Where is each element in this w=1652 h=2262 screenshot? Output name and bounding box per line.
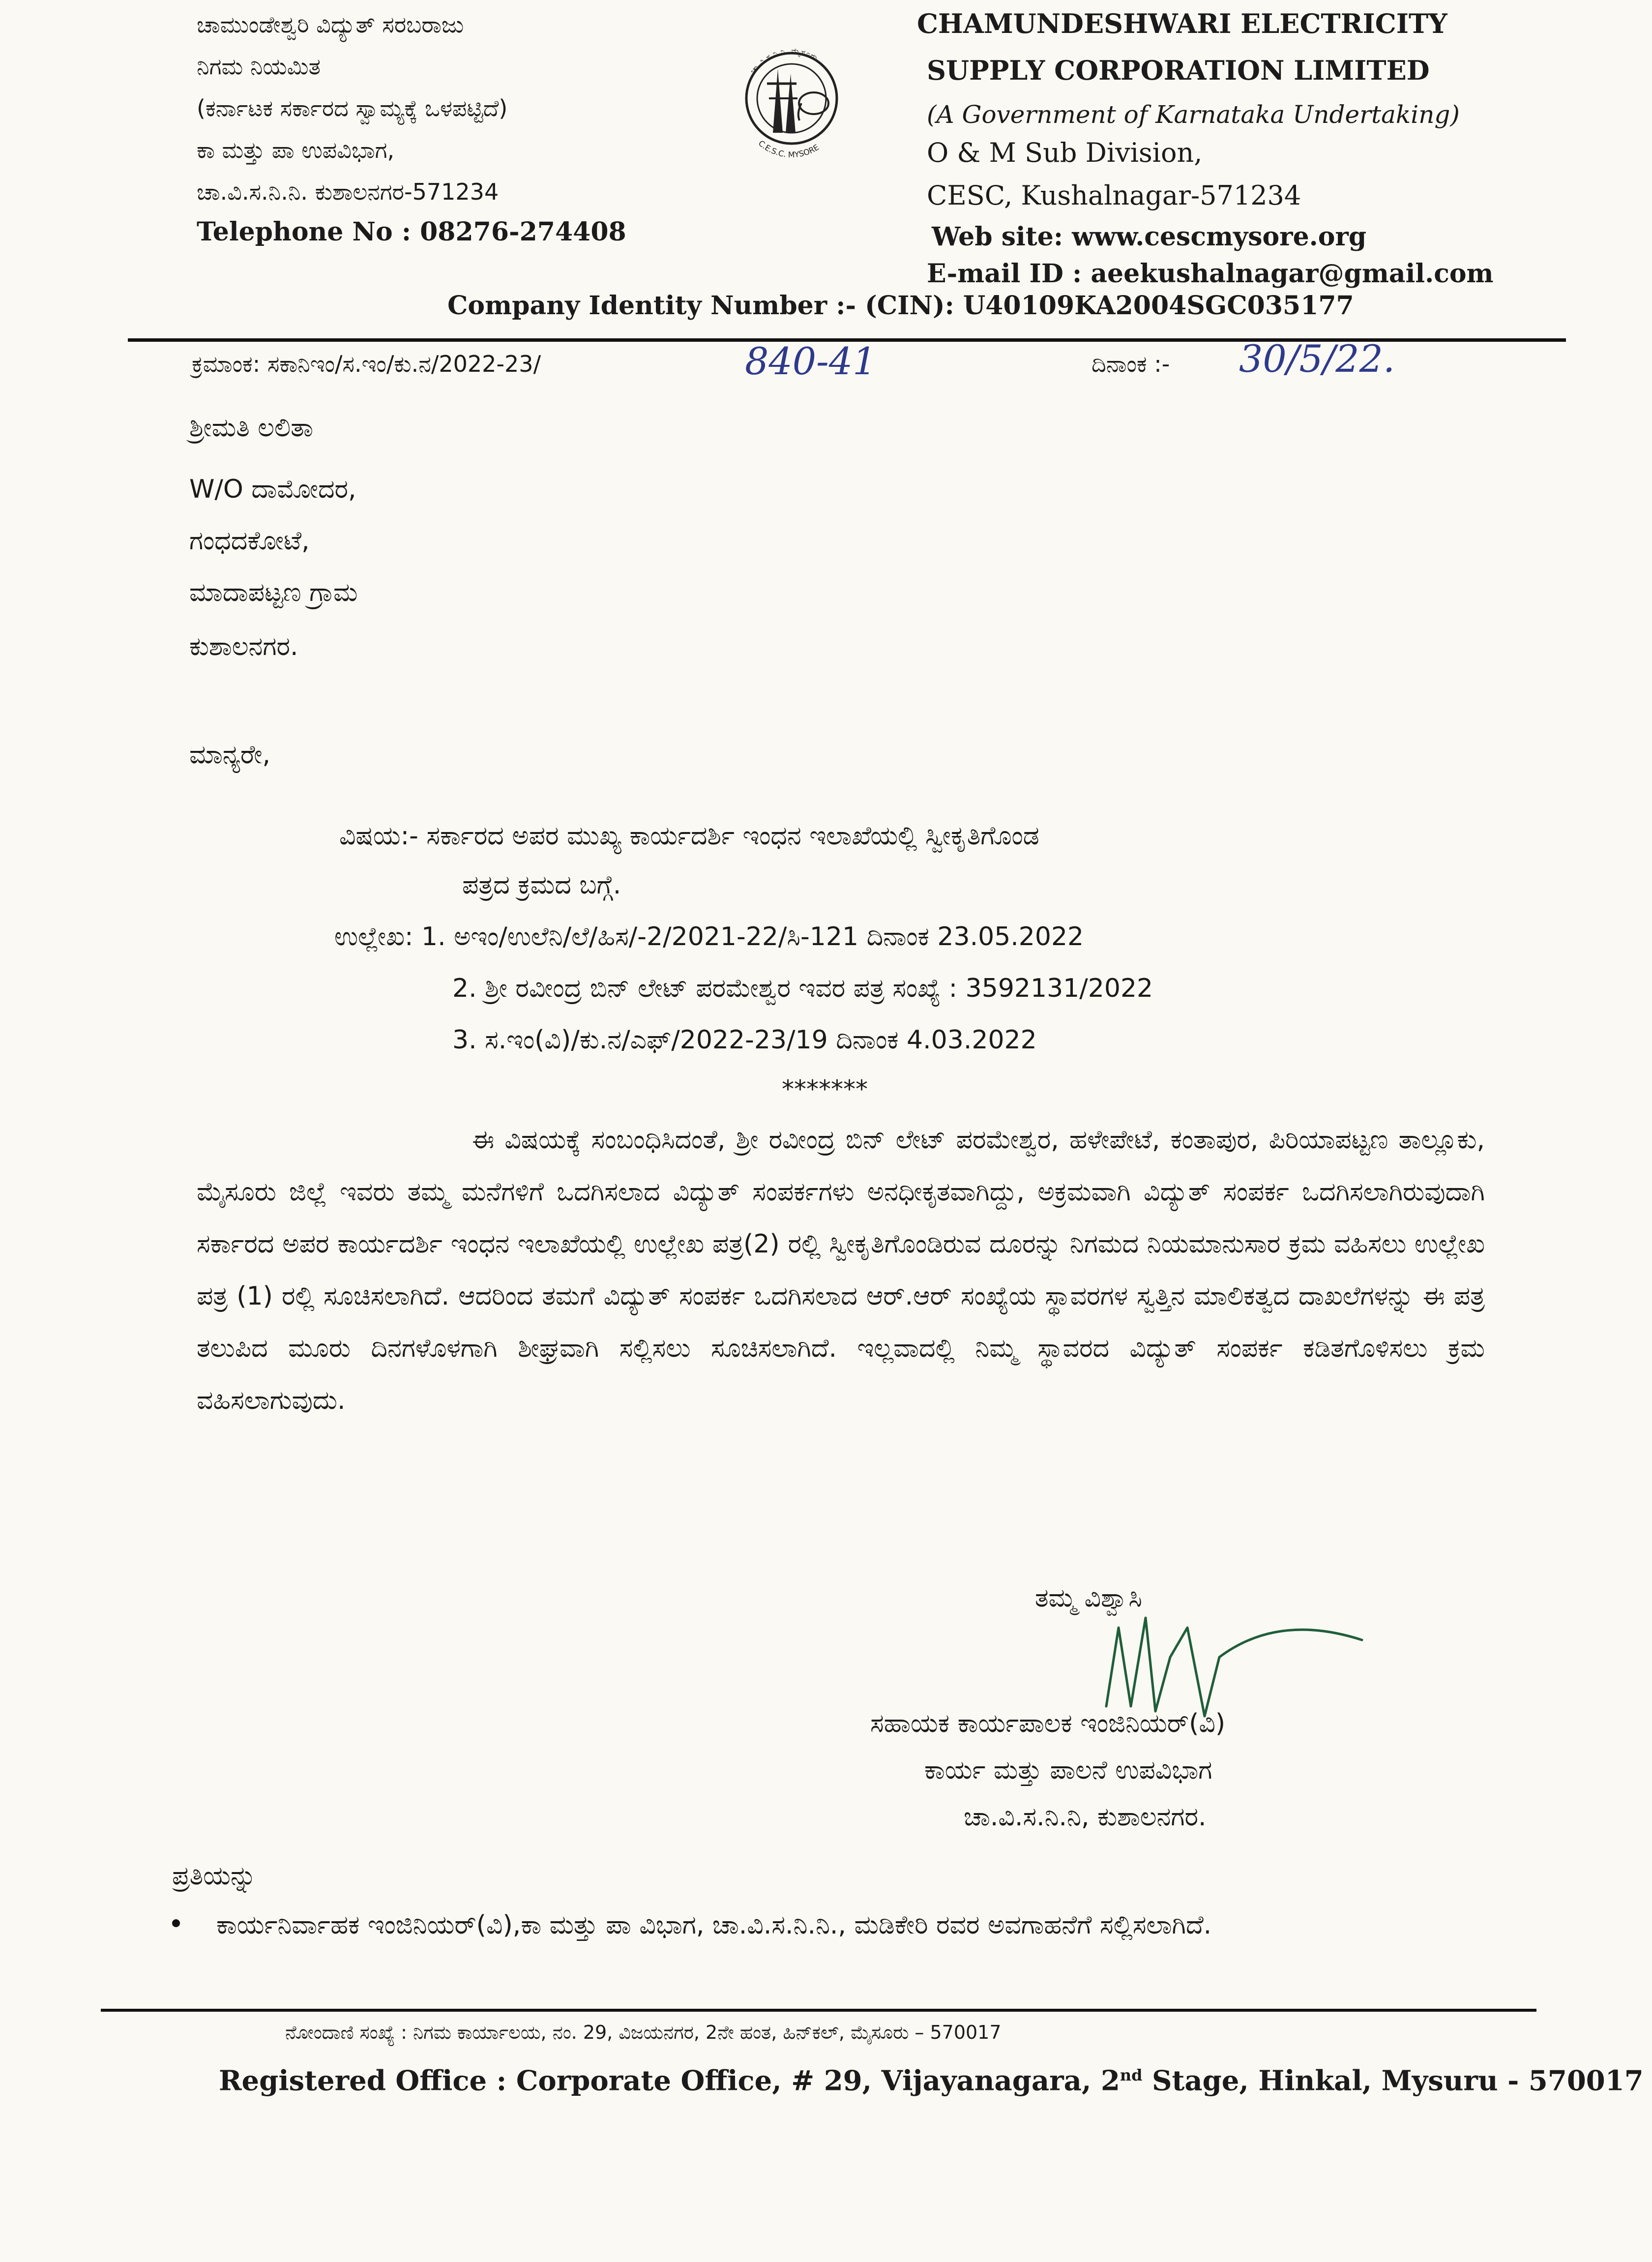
- subdivision-english: O & M Sub Division,: [927, 137, 1203, 168]
- signatory-designation: ಸಹಾಯಕ ಕಾರ್ಯಪಾಲಕ ಇಂಜಿನಿಯರ್(ವಿ): [870, 1709, 1226, 1738]
- org-name-kannada-line1: ಚಾಮುಂಡೇಶ್ವರಿ ವಿದ್ಯುತ್ ಸರಬರಾಜು: [197, 11, 464, 38]
- org-name-english-line2: SUPPLY CORPORATION LIMITED: [927, 55, 1430, 86]
- email-address: E-mail ID : aeekushalnagar@gmail.com: [927, 259, 1494, 289]
- reference-item-3: 3. ಸ.ಇಂ(ವಿ)/ಕು.ನ/ಎಫ್/2022-23/19 ದಿನಾಂಕ 4.03.2022: [452, 1025, 1037, 1055]
- body-paragraph: ಈ ವಿಷಯಕ್ಕೆ ಸಂಬಂಧಿಸಿದಂತೆ, ಶ್ರೀ ರವೀಂದ್ರ ಬಿನ್ ಲೇಟ್ ಪರಮೇಶ್ವರ, ಹಳೇಪೇಟೆ, ಕಂತಾಪುರ, ಪಿರಿಯಾಪಟ್ಟಣ ತಾಲ್ಲೂಕು, ಮೈಸೂರು ಜಿಲ್ಲೆ ಇವರು ತಮ್ಮ ಮನೆಗಳಿಗೆ ಒದಗಿಸಲಾದ ವಿದ್ಯುತ್ ಸಂಪರ್ಕಗಳು ಅನಧೀಕೃತವಾಗಿದ್ದು, ಅಕ್ರಮವಾಗಿ ವಿದ್ಯುತ್ ಸಂಪರ್ಕ ಒದಗಿಸಲಾಗಿರುವುದಾಗಿ ಸರ್ಕಾರದ ಅಪರ ಕಾರ್ಯದರ್ಶಿ ಇಂಧನ ಇಲಾಖೆಯಲ್ಲಿ ಉಲ್ಲೇಖ ಪತ್ರ(2) ರಲ್ಲಿ ಸ್ವೀಕೃತಿಗೊಂಡಿರುವ ದೂರನ್ನು ನಿಗಮದ ನಿಯಮಾನುಸಾರ ಕ್ರಮ ವಹಿಸಲು ಉಲ್ಲೇಖ ಪತ್ರ (1) ರಲ್ಲಿ ಸೂಚಿಸಲಾಗಿದೆ. ಆದರಿಂದ ತಮಗೆ ವಿದ್ಯುತ್ ಸಂಪರ್ಕ ಒದಗಿಸಲಾದ ಆರ್.ಆರ್ ಸಂಖ್ಯೆಯ ಸ್ಥಾವರಗಳ ಸ್ವತ್ತಿನ ಮಾಲಿಕತ್ವದ ದಾಖಲೆಗಳನ್ನು ಈ ಪತ್ರ ತಲುಪಿದ ಮೂರು ದಿನಗಳೊಳಗಾಗಿ ಶೀಘ್ರವಾಗಿ ಸಲ್ಲಿಸಲು ಸೂಚಿಸಲಾಗಿದೆ. ಇಲ್ಲವಾದಲ್ಲಿ ನಿಮ್ಮ ಸ್ಥಾವರದ ವಿದ್ಯುತ್ ಸಂಪರ್ಕ ಕಡಿತಗೊಳಿಸಲು ಕ್ರಮ ವಹಿಸಲಾಗುವುದು.: [197, 1125, 1485, 1415]
- org-name-english-line1: CHAMUNDESHWARI ELECTRICITY: [917, 8, 1447, 39]
- copy-to-label: ಪ್ರತಿಯನ್ನು: [172, 1861, 257, 1891]
- address-kannada: ಚಾ.ವಿ.ಸ.ನಿ.ನಿ. ಕುಶಾಲನಗರ-571234: [197, 179, 499, 205]
- subject-line2: ಪತ್ರದ ಕ್ರಮದ ಬಗ್ಗೆ.: [462, 870, 621, 900]
- addressee-town: ಕುಶಾಲನಗರ.: [189, 632, 298, 661]
- address-english: CESC, Kushalnagar-571234: [927, 180, 1301, 211]
- date-handwritten: 30/5/22.: [1239, 337, 1395, 381]
- reference-item-2: 2. ಶ್ರೀ ರವೀಂದ್ರ ಬಿನ್ ಲೇಟ್ ಪರಮೇಶ್ವರ ಇವರ ಪತ್ರ ಸಂಖ್ಯೆ : 3592131/2022: [452, 974, 1153, 1003]
- separator-asterisks: *******: [782, 1075, 868, 1103]
- reference-item-1: ಉಲ್ಲೇಖ: 1. ಅಇಂ/ಉಲೆನಿ/ಲೆ/ಹಿಸ/-2/2021-22/ಸಿ-121 ದಿನಾಂಕ 23.05.2022: [334, 922, 1084, 952]
- copy-to-item-text: ಕಾರ್ಯನಿರ್ವಾಹಕ ಇಂಜಿನಿಯರ್(ವಿ),ಕಾ ಮತ್ತು ಪಾ ವಿಭಾಗ, ಚಾ.ವಿ.ಸ.ನಿ.ನಿ., ಮಡಿಕೇರಿ ರವರ ಅವಗಾಹನೆಗೆ ಸಲ್ಲಿಸಲಾಗಿದೆ.: [216, 1910, 1212, 1940]
- addressee-relation: W/O ದಾಮೋದರ,: [189, 475, 356, 504]
- reference-number-label: ಕ್ರಮಾಂಕ: ಸಕಾನಿಇಂ/ಸ.ಇಂ/ಕು.ನ/2022-23/: [192, 351, 541, 377]
- footer-registration-kannada: ನೋಂದಾಣಿ ಸಂಖ್ಯೆ : ನಿಗಮ ಕಾರ್ಯಾಲಯ, ನಂ. 29, ವಿಜಯನಗರ, 2ನೇ ಹಂತ, ಹಿನ್‌ಕಲ್, ಮೈಸೂರು – 570017: [285, 2022, 1002, 2043]
- cesc-logo: [728, 34, 856, 162]
- signatory-location: ಚಾ.ವಿ.ಸ.ನಿ.ನಿ, ಕುಶಾಲನಗರ.: [964, 1802, 1207, 1832]
- addressee-name: ಶ್ರೀಮತಿ ಲಲಿತಾ: [189, 413, 314, 443]
- addressee-locality: ಗಂಧದಕೋಟೆ,: [189, 526, 310, 556]
- org-name-kannada-line2: ನಿಗಮ ನಿಯಮಿತ: [197, 53, 321, 80]
- subdivision-kannada: ಕಾ ಮತ್ತು ಪಾ ಉಪವಿಭಾಗ,: [197, 137, 395, 163]
- svg-text:C.E.S.C. MYSORE: C.E.S.C. MYSORE: [756, 138, 821, 160]
- company-identity-number: Company Identity Number :- (CIN): U40109KA2004SGC035177: [447, 291, 1354, 321]
- salutation: ಮಾನ್ಯರೇ,: [189, 740, 270, 770]
- signatory-office: ಕಾರ್ಯ ಮತ್ತು ಪಾಲನೆ ಉಪವಿಭಾಗ: [924, 1756, 1212, 1785]
- footer-divider: [101, 2009, 1536, 2012]
- telephone-number: Telephone No : 08276-274408: [197, 217, 626, 247]
- svg-text:ಚಾ.ವಿ.ಸ.ನಿ.ನಿ. ಮೈಸೂರು: ಚಾ.ವಿ.ಸ.ನಿ.ನಿ. ಮೈಸೂರು: [748, 46, 820, 76]
- closing-line: ತಮ್ಮ ವಿಶ್ವಾಸಿ: [1035, 1583, 1142, 1613]
- org-status-english: (A Government of Karnataka Undertaking): [927, 100, 1460, 129]
- footer-registered-office: Registered Office : Corporate Office, # 29, Vijayanagara, 2nd Stage, Hinkal, Mysuru - 570017: [219, 2064, 1644, 2097]
- addressee-village: ಮಾದಾಪಟ್ಟಣ ಗ್ರಾಮ: [189, 578, 358, 607]
- org-status-kannada: (ಕರ್ನಾಟಕ ಸರ್ಕಾರದ ಸ್ವಾಮ್ಯಕ್ಕೆ ಒಳಪಟ್ಟಿದೆ): [197, 95, 508, 121]
- website: Web site: www.cescmysore.org: [932, 222, 1367, 252]
- date-label: ದಿನಾಂಕ :-: [1092, 351, 1170, 377]
- bullet-icon: [172, 1919, 180, 1927]
- copy-to-item: [172, 1901, 1509, 1950]
- reference-number-handwritten: 840-41: [745, 339, 877, 383]
- subject-line1: ವಿಷಯ:- ಸರ್ಕಾರದ ಅಪರ ಮುಖ್ಯ ಕಾರ್ಯದರ್ಶಿ ಇಂಧನ ಇಲಾಖೆಯಲ್ಲಿ ಸ್ವೀಕೃತಿಗೊಂಡ: [339, 821, 1039, 851]
